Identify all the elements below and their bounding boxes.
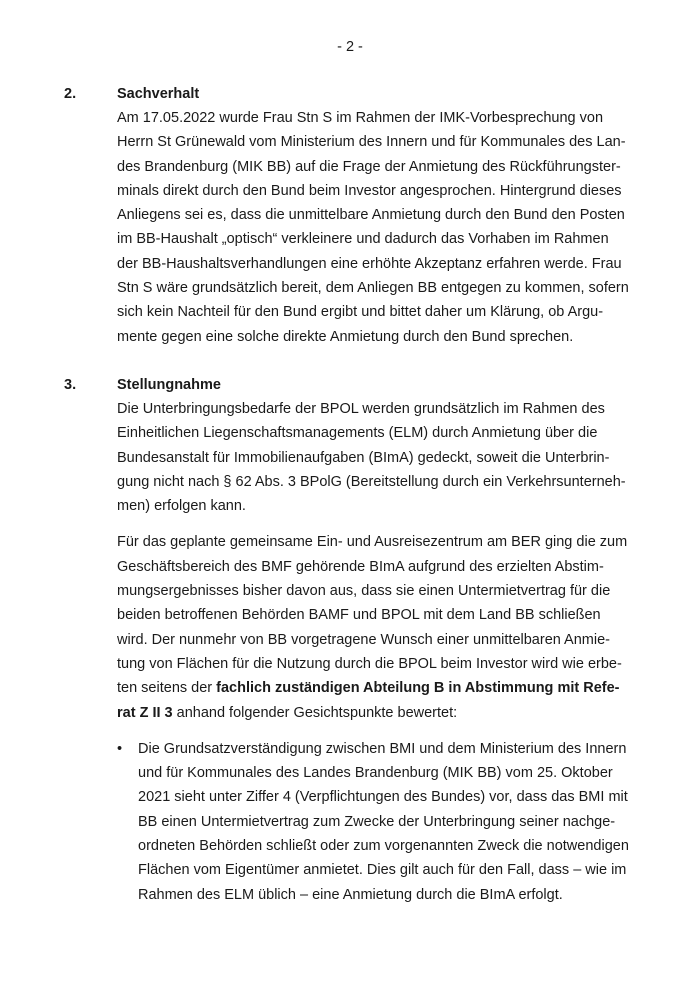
text-line: mente gegen eine solche direkte Anmietung durch den Bund sprechen. [117, 328, 574, 345]
text-line: mungsergebnisses bisher davon aus, dass sie einen Untermietvertrag für die [117, 583, 611, 600]
stellungnahme-paragraph-2 [117, 530, 628, 724]
section-title: Sachverhalt [117, 86, 200, 102]
text-line: Rahmen des ELM üblich – eine Anmietung durch die BImA erfolgt. [138, 886, 563, 903]
section-stellungnahme [64, 373, 629, 907]
text-line: gung nicht nach § 62 Abs. 3 BPolG (Bereitstellung durch ein Verkehrsunterneh- [117, 473, 626, 490]
page-number: - 2 - [337, 39, 363, 55]
text-line: BB einen Untermietvertrag zum Zwecke der Unterbringung seiner nachge- [138, 813, 616, 830]
text-line: Stn S wäre grundsätzlich bereit, dem Anliegen BB entgegen zu kommen, sofern [117, 280, 629, 297]
text-line: beiden betroffenen Behörden BAMF und BPOL mit dem Land BB schließen [117, 607, 601, 624]
section-sachverhalt [64, 82, 629, 349]
bullet-icon: • [117, 740, 123, 757]
text-line: der BB-Haushaltsverhandlungen eine erhöhte Akzeptanz erfahren werde. Frau [117, 255, 622, 272]
text-line: Herrn St Grünewald vom Ministerium des Innern und für Kommunales des Lan- [117, 134, 626, 151]
text-line: und für Kommunales des Landes Brandenburg (MIK BB) vom 25. Oktober [138, 765, 613, 782]
bullet-text [138, 737, 629, 907]
text-line: Anliegens sei es, dass die unmittelbare Anmietung durch den Bund den Posten [117, 207, 625, 224]
bold-text-segment: rat Z II 3 [117, 704, 173, 721]
text-line: Geschäftsbereich des BMF gehörende BImA aufgrund des erzielten Abstim- [117, 558, 604, 575]
text-line: tung von Flächen für die Nutzung durch die BPOL beim Investor wird wie erbe- [117, 655, 622, 672]
text-line: Einheitlichen Liegenschaftsmanagements (ELM) durch Anmietung über die [117, 425, 598, 442]
text-line: 2021 sieht unter Ziffer 4 (Verpflichtungen des Bundes) vor, dass das BMI mit [138, 789, 628, 806]
stellungnahme-paragraph-1 [117, 397, 626, 518]
text-line: Die Grundsatzverständigung zwischen BMI und dem Ministerium des Innern [138, 740, 627, 757]
text-line: des Brandenburg (MIK BB) auf die Frage der Anmietung des Rückführungster- [117, 158, 621, 175]
text-segment: anhand folgender Gesichtspunkte bewertet: [172, 704, 458, 721]
text-line: Bundesanstalt für Immobilienaufgaben (BImA) gedeckt, soweit die Unterbrin- [117, 449, 610, 466]
text-line: ordneten Behörden schließt oder zum vorgenannten Zweck die notwendigen [138, 838, 629, 855]
text-segment: ten seitens der [117, 680, 217, 697]
text-line: sich kein Nachteil für den Bund ergibt und bittet daher um Klärung, ob Argu- [117, 304, 604, 321]
sachverhalt-paragraph [117, 106, 629, 349]
section-number: 2. [64, 86, 77, 102]
text-line: Für das geplante gemeinsame Ein- und Ausreisezentrum am BER ging die zum [117, 534, 628, 551]
text-line: Am 17.05.2022 wurde Frau Stn S im Rahmen der IMK-Vorbesprechung von [117, 110, 604, 126]
text-line [117, 701, 617, 725]
text-line: minals direkt durch den Bund beim Investor angesprochen. Hintergrund dieses [117, 182, 622, 199]
text-line [117, 676, 620, 700]
bold-text-segment: fachlich zuständigen Abteilung B in Abstimmung mit Refe- [216, 680, 620, 697]
text-line: Flächen vom Eigentümer anmietet. Dies gilt auch für den Fall, dass – wie im [138, 862, 627, 879]
text-line: men) erfolgen kann. [117, 498, 246, 515]
bullet-list-item [117, 737, 629, 907]
section-number: 3. [64, 377, 77, 393]
text-line: im BB-Haushalt „optisch“ verkleinere und dadurch das Vorhaben im Rahmen [117, 231, 609, 248]
text-line: wird. Der nunmehr von BB vorgetragene Wunsch einer unmittelbaren Anmie- [117, 631, 610, 648]
text-line: Die Unterbringungsbedarfe der BPOL werden grundsätzlich im Rahmen des [117, 401, 605, 417]
section-title: Stellungnahme [117, 377, 221, 393]
